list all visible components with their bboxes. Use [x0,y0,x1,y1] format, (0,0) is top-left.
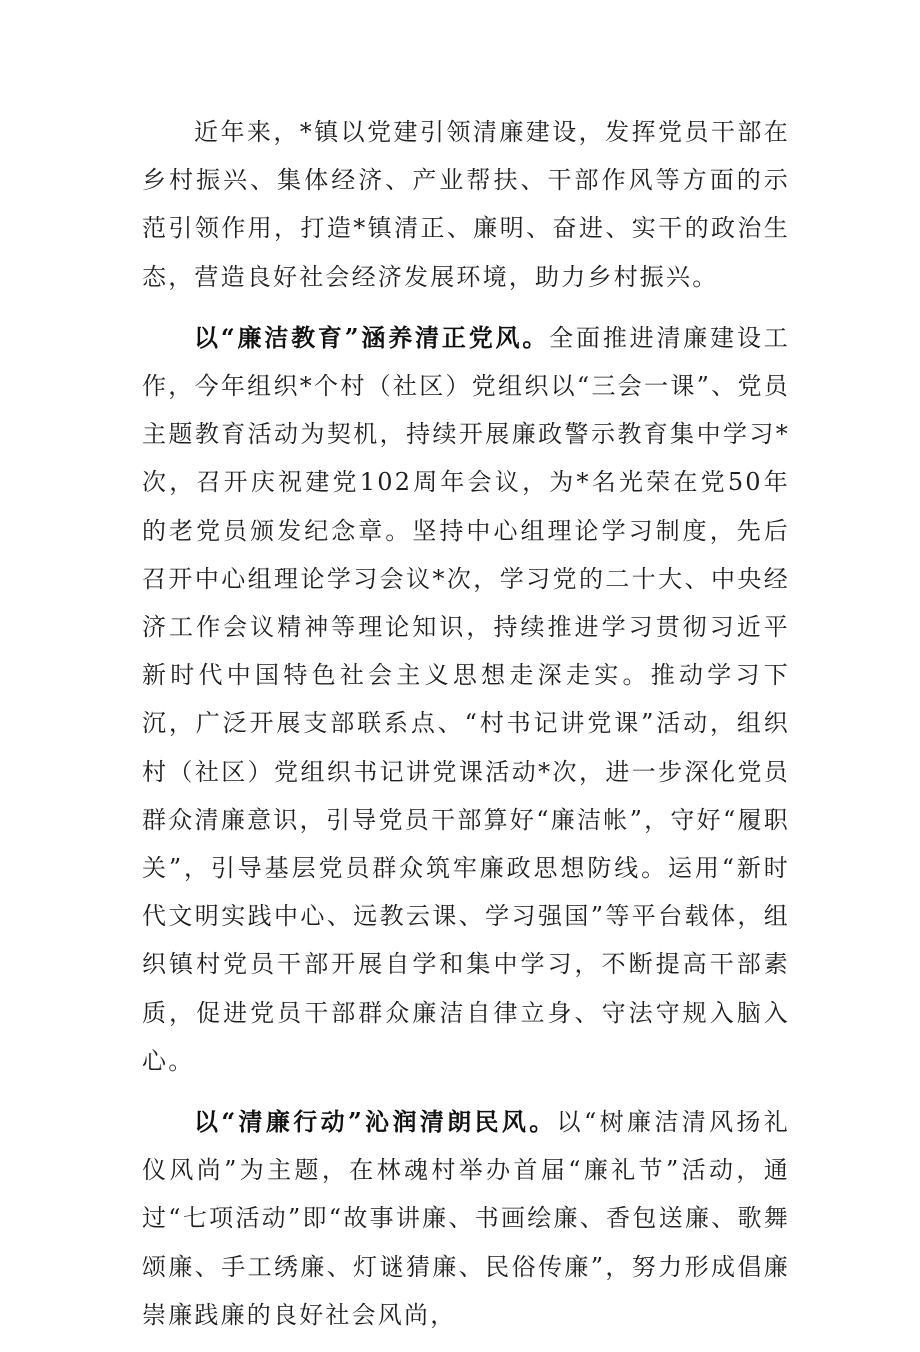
paragraph-text: 以“树廉洁清风扬礼仪风尚”为主题，在林魂村举办首届“廉礼节”活动，通过“七项活动”即“故事讲廉、书画绘廉、香包送廉、歌舞颂廉、手工绣廉、灯谜猜廉、民俗传廉”，努力形成倡廉崇廉践廉的良好社会风尚， [142,1108,790,1329]
document-body [142,108,790,1352]
integrity-action-paragraph [142,1098,790,1339]
integrity-education-paragraph [142,314,790,1085]
paragraph-heading: 以“清廉行动”沁润清朗民风。 [194,1107,557,1137]
intro-paragraph [142,108,790,301]
paragraph-text: 近年来，*镇以党建引领清廉建设，发挥党员干部在乡村振兴、集体经济、产业帮扶、干部作风等方面的示范引领作用，打造*镇清正、廉明、奋进、实干的政治生态，营造良好社会经济发展环境，助力乡村振兴。 [142,118,790,291]
paragraph-text: 全面推进清廉建设工作，今年组织*个村（社区）党组织以“三会一课”、党员主题教育活动为契机，持续开展廉政警示教育集中学习*次，召开庆祝建党102周年会议，为*名光荣在党50年的老党员颁发纪念章。坚持中心组理论学习制度，先后召开中心组理论学习会议*次，学习党的二十大、中央经济工作会议精神等理论知识，持续推进学习贯彻习近平新时代中国特色社会主义思想走深走实。推动学习下沉，广泛开展支部联系点、“村书记讲党课”活动，组织村（社区）党组织书记讲党课活动*次，进一步深化党员群众清廉意识，引导党员干部算好“廉洁帐”，守好“履职关”，引导基层党员群众筑牢廉政思想防线。运用“新时代文明实践中心、远教云课、学习强国”等平台载体，组织镇村党员干部开展自学和集中学习，不断提高干部素质，促进党员干部群众廉洁自律立身、守法守规入脑入心。 [142,323,790,1075]
paragraph-heading: 以“廉洁教育”涵养清正党风。 [194,322,550,352]
